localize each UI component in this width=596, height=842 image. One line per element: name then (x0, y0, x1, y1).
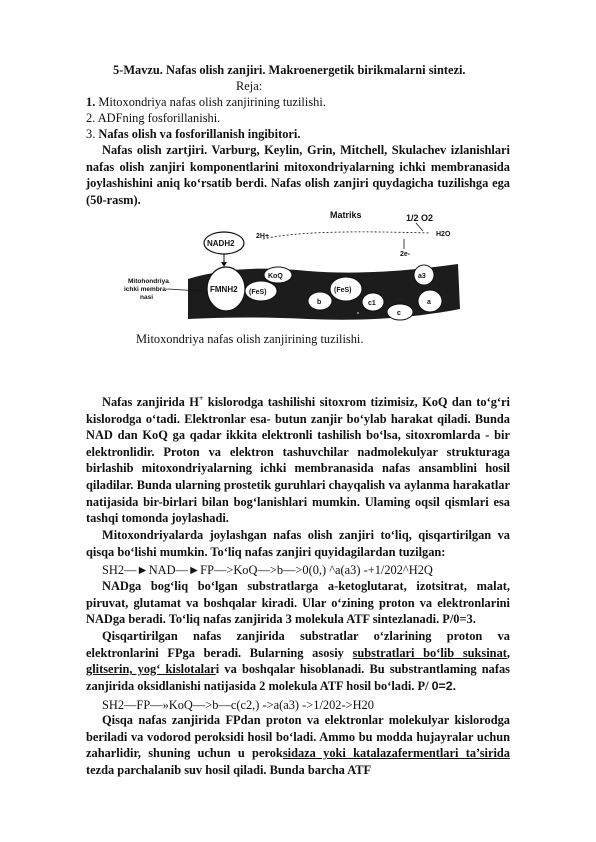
paragraph-nad-substrates: NADga bog‘liq bo‘lgan substratlarga a-ketoglutarat, izotsitrat, malat, piruvat, glutamat va boshqalar kiradi. Ular o‘zining proton va elektronlarini NADga beradi. To‘liq nafas zanjirida 3 molekula ATF sintezlanadi. P/0=3. (86, 579, 510, 627)
cyt-c-label: c (397, 310, 401, 317)
figure-caption: Mitoxondriya nafas olish zanjirining tuzilishi. (136, 332, 364, 346)
water-label: H2O (436, 231, 451, 238)
paragraph-chain-types: Mitoxondriyalarda joylashgan nafas olish zanjiri to‘liq, qisqartirilgan va qisqa bo‘lishi mumkin. To‘liq nafas zanjiri quyidagilardan tuzilgan: (86, 528, 510, 559)
oxygen-arrow (416, 223, 423, 231)
respiratory-chain-diagram (118, 209, 478, 329)
nadh-label: NADH2 (207, 239, 235, 248)
electron-label: 2e- (400, 251, 411, 258)
cyt-b-label: b (317, 299, 322, 306)
cyt-a-label: a (427, 299, 431, 306)
cyt-a3-label: a3 (418, 273, 426, 280)
plan-item-1: 1. Mitoxondriya nafas olish zanjirining tuzilishi. (86, 95, 326, 109)
koq-label: KoQ (268, 273, 283, 280)
fes2-label: (FeS) (334, 287, 352, 294)
intro-paragraph: Nafas olish zartjiri. Varburg, Keylin, Grin, Mitchell, Skulachev izlanishlari nafas olish zanjiri komponentlarini mitoxondriyalarning ichki membranasida joylashishini aniq ko‘rsatib berdi. Nafas olish zanjiri quydagicha tuzilishga ega (50-rasm). (86, 143, 510, 207)
membrane-label-2: ichki membra- (124, 286, 169, 293)
paragraph-shortened-chain: Qisqartirilgan nafas zanjirida substratlar o‘zlarining proton va elektronlarini FPga beradi. Bularning asosiy substratlari bo‘lib suksinat, glitserin, yog‘ kislotalari va boshqalar hisoblanadi. Bu substrantlaming nafas zanjirida oksidlanishi natijasida 2 molekula ATF hosil bo‘ladi. P/ 0=2. (86, 629, 511, 693)
paragraph-proton-transfer: Nafas zanjirida H+ kislorodga tashilishi sitoxrom tizimisiz, KoQ dan to‘g‘ri kislorodga o‘tadi. Elektronlar esa- butun zanjir bo‘ylab harakat qiladi. Bunda NAD dan KoQ ga qadar ikkita elektronli tashilish bo‘lsa, sitoxromlarda - bir elektronlidir. Proton va elektron tashuvchilar nadmolekulyar strukturaga birlashib mitoxondriyalarning ichki membranasida nafas ansamblini hosil qiladilar. Bunda ularning prostetik guruhlari chayqalish va aylanma harakatlar natijasida bir-birlari bilan bog‘lanishlari mumkin. Ulaming oqsil qismlari esa tashqi tomonda joylashadi. (86, 393, 510, 526)
proton-path (263, 232, 430, 239)
page-title: 5-Mavzu. Nafas olish zanjiri. Makroenergetik birikmalarni sintezi. (113, 63, 466, 77)
membrane-label-3: nasi (140, 294, 154, 301)
plan-item-2: 2. ADFning fosforillanishi. (86, 111, 221, 125)
proton-label: 2H+ (256, 233, 270, 240)
paragraph-short-chain: Qisqa nafas zanjirida FPdan proton va elektronlar molekulyar kislorodga beriladi va vodorod peroksidi hosil bo‘ladi. Ammo bu modda hujayralar uchun zaharlidir, shuning uchun u peroksidaza yoki katalazafermentlari ta’sirida tezda parchalanib suv hosil qiladi. Bunda barcha ATF (86, 713, 510, 777)
fmn-label: FMNH2 (210, 285, 238, 294)
formula-shortened-chain: SH2—FP—»KoQ—>b—c(c2,) ->a(a3) ->1/202->H20 (102, 698, 374, 712)
membrane-label-1: Mitohondriya (128, 278, 169, 285)
fes1-label: (FeS) (249, 289, 267, 296)
formula-full-chain: SH2—►NAD—►FP—>KoQ—>b—>0(0,) ^a(a3) -+1/202^H2Q (102, 563, 433, 577)
cyt-c1-label: c1 (368, 300, 376, 307)
matrix-label: Matriks (330, 210, 362, 220)
plan-heading: Reja: (236, 79, 263, 93)
plan-item-3: 3. Nafas olish va fosforillanish ingibitori. (86, 127, 301, 141)
oxygen-label: 1/2 O2 (406, 213, 434, 223)
